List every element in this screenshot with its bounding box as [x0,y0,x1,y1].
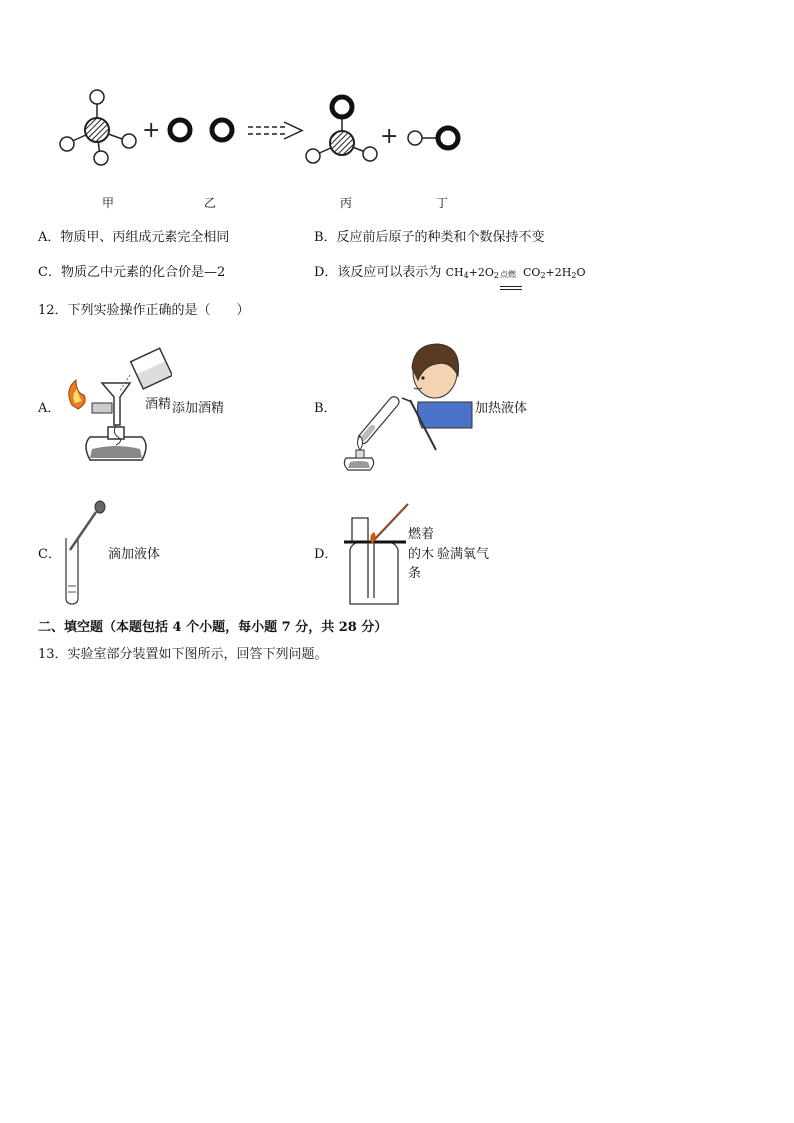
label-burning: 燃着 [408,527,435,542]
option-b: B．反应前后原子的种类和个数保持不变 [314,230,545,245]
q12-option-a-key: A． [38,401,61,416]
label-wooden: 的木 [408,547,435,562]
reaction-arrow [248,122,302,139]
dropper-illustration [58,500,108,608]
label-yi: 乙 [204,196,217,210]
molecule-bing [306,97,377,163]
q12-option-c-key: C． [38,547,61,562]
label-jia: 甲 [102,196,115,210]
svg-text:+: + [380,124,399,149]
label-drop-liquid: 滴加液体 [108,547,161,562]
option-a: A．物质甲、丙组成元素完全相同 [38,230,230,245]
label-add-alcohol: 添加酒精 [172,401,225,416]
label-alcohol: 酒精 [145,397,172,412]
label-ding: 丁 [436,196,449,210]
label-oxygen-test: 验满氧气 [437,547,490,562]
question-12-stem: 12．下列实验操作正确的是（ ） [38,303,250,318]
option-d: D．该反应可以表示为 $CH_4+2O_2$ 点燃 $CO_2+2H_2O$ [314,265,585,284]
label-bing: 丙 [340,196,353,210]
q12-option-d-key: D． [314,547,338,562]
reaction-condition: 点燃 [500,270,516,279]
molecule-yi [170,120,232,140]
molecule-ding [408,128,458,148]
heating-liquid-illustration [340,340,475,475]
option-c: C．物质乙中元素的化合价是—2 [38,265,226,280]
section-heading-fill-blank: 二、填空题（本题包括 4 个小题，每小题 7 分，共 28 分） [38,620,388,635]
q12-option-b-key: B． [314,401,337,416]
molecule-jia [60,90,136,165]
label-heat-liquid: 加热液体 [475,401,528,416]
svg-text:+: + [142,118,161,143]
reaction-diagram [50,85,480,185]
oxygen-test-illustration [342,500,414,610]
question-13-stem: 13．实验室部分装置如下图所示，回答下列问题。 [38,647,328,662]
label-splint: 条 [408,566,422,581]
